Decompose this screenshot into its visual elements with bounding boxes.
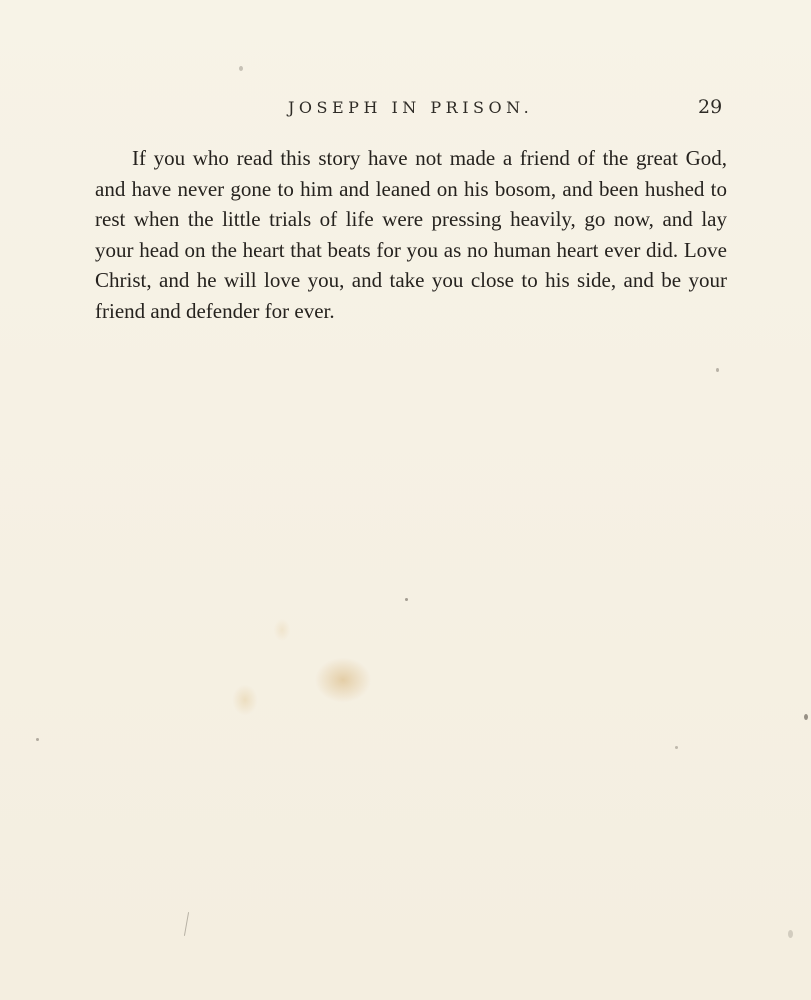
body-paragraph: If you who read this story have not made a friend of the great God, and have never gone to him and leaned on his bosom, and been hushed to rest when the little trials of life were pressing heavily, go now, and lay your head on the heart that beats for you as no human heart ever did. Love Christ, and he will love you, and take you close to his side, and be your friend and defender for ever. [95,146,727,323]
paper-speck [804,714,808,720]
paper-speck [675,746,678,749]
paper-speck [405,598,408,601]
paper-speck [184,912,189,936]
paper-speck [239,66,243,71]
page-header [0,96,811,126]
paper-speck [36,738,39,741]
paper-speck [788,930,793,938]
running-head: JOSEPH IN PRISON. [288,98,534,117]
page-number: 29 [698,96,723,118]
paper-speck [716,368,719,372]
